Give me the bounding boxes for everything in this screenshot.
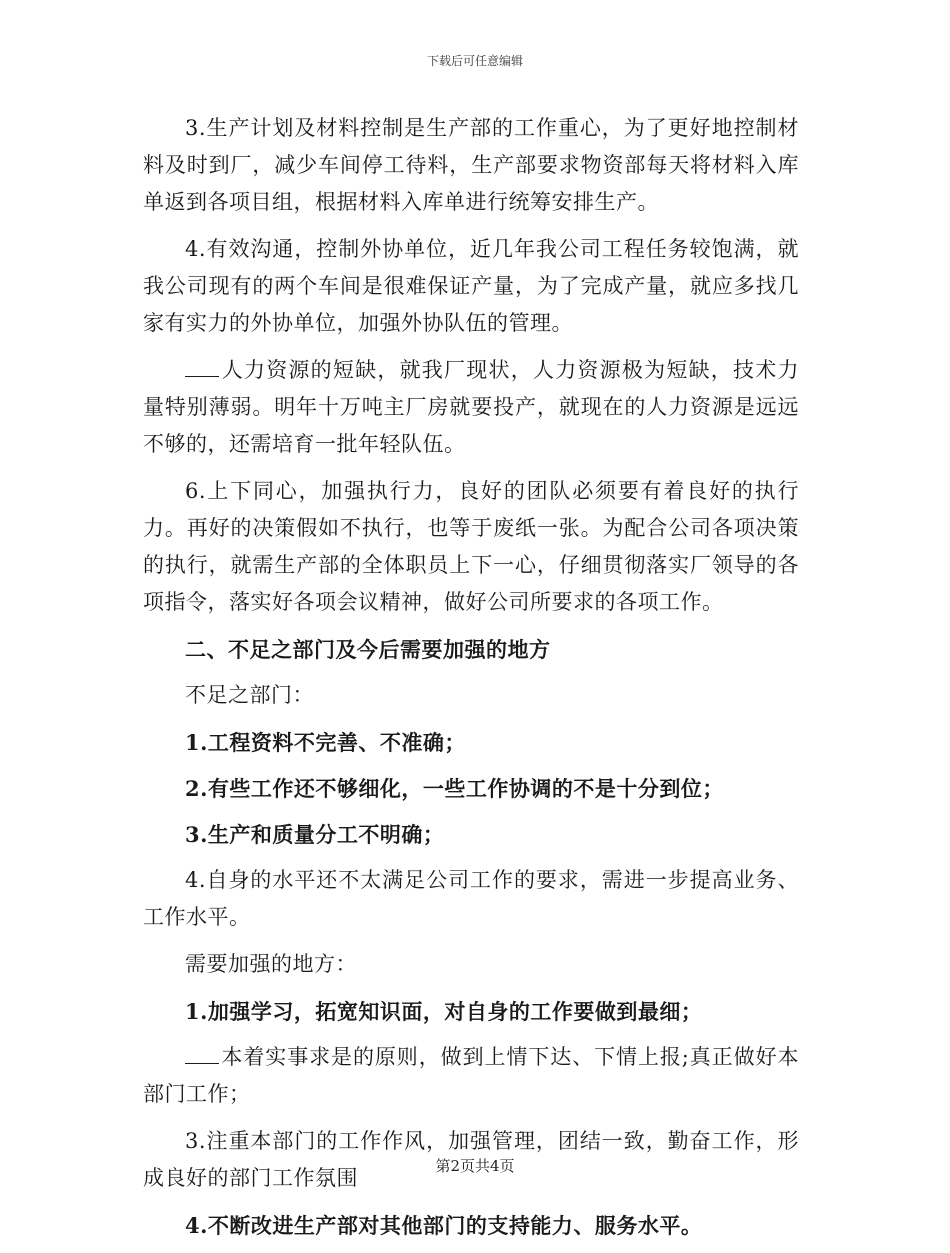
paragraph-execution: 6.上下同心，加强执行力，良好的团队必须要有着良好的执行力。再好的决策假如不执行，也等于废纸一张。为配合公司各项决策的执行，就需生产部的全体职员上下一心，仔细贯彻落实厂领导的各项指令，落实好各项会议精神，做好公司所要求的各项工作。: [143, 479, 799, 614]
paragraph-text: 本着实事求是的原则，做到上情下达、下情上报;真正做好本部门工作；: [143, 1045, 799, 1106]
page-header: 下载后可任意编辑: [426, 54, 523, 68]
improvement-item-3: 3.注重本部门的工作作风，加强管理，团结一致，勤奋工作，形成良好的部门工作氛围: [143, 1129, 799, 1190]
improvements-label: 需要加强的地方：: [185, 952, 357, 976]
section-heading: 二、不足之部门及今后需要加强的地方: [185, 637, 551, 662]
shortcoming-item-3: 3.生产和质量分工不明确；: [185, 822, 445, 847]
improvement-item-1: 1.加强学习，拓宽知识面，对自身的工作要做到最细；: [185, 999, 703, 1024]
paragraph-human-resources: [143, 352, 799, 463]
document-body: [143, 110, 799, 1253]
page-footer: 第2页共4页: [435, 1157, 515, 1175]
paragraph-production-plan: 3.生产计划及材料控制是生产部的工作重心，为了更好地控制材料及时到厂，减少车间停工待料，生产部要求物资部每天将材料入库单返到各项目组，根据材料入库单进行统筹安排生产。: [143, 116, 799, 214]
paragraph-text: 人力资源的短缺，就我厂现状，人力资源极为短缺，技术力量特别薄弱。明年十万吨主厂房就要投产，就现在的人力资源是远远不够的，还需培育一批年轻队伍。: [143, 358, 799, 456]
shortcoming-item-2: 2.有些工作还不够细化，一些工作协调的不是十分到位；: [185, 776, 724, 801]
improvement-item-4: 4.不断改进生产部对其他部门的支持能力、服务水平。: [185, 1213, 703, 1238]
paragraph-outsourcing: 4.有效沟通，控制外协单位，近几年我公司工程任务较饱满，就我公司现有的两个车间是很难保证产量，为了完成产量，就应多找几家有实力的外协单位，加强外协队伍的管理。: [143, 237, 799, 335]
blank-underline: [185, 375, 219, 377]
shortcoming-item-1: 1.工程资料不完善、不准确；: [185, 730, 466, 755]
blank-underline: [185, 1062, 219, 1064]
shortcoming-item-4: 4.自身的水平还不太满足公司工作的要求，需进一步提高业务、工作水平。: [143, 868, 799, 929]
improvement-item-2: [143, 1039, 799, 1113]
shortcomings-label: 不足之部门：: [185, 683, 314, 707]
